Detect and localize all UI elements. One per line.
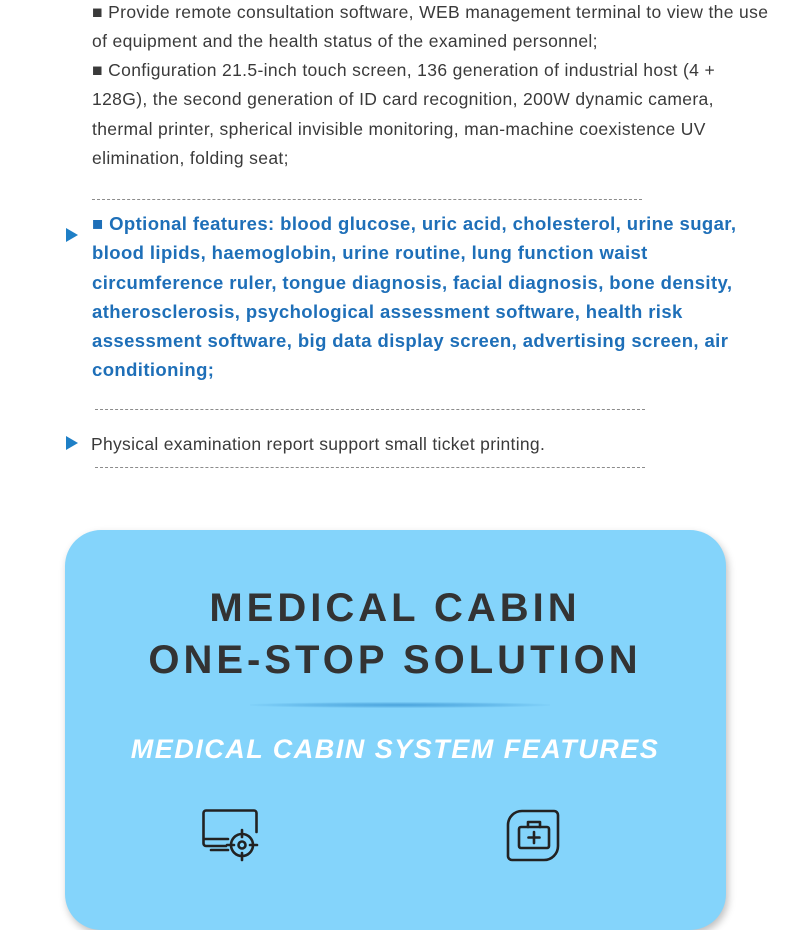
divider [95, 467, 645, 468]
divider [95, 409, 645, 410]
configuration-feature: ■ Configuration 21.5-inch touch screen, 136 generation of industrial host (4 + 128G), the second generation of ID card recognition, 200W dynamic camera, thermal printer, spherical invisible monitoring, man-machine coexistence UV elimination, folding seat; [92, 60, 716, 168]
remote-software-feature: ■ Provide remote consultation software, WEB management terminal to view the use of equipment and the health status of the examined personnel; [92, 2, 769, 52]
triangle-right-icon [66, 228, 78, 242]
system-features-subtitle: MEDICAL CABIN SYSTEM FEATURES [130, 734, 660, 764]
divider [92, 199, 642, 200]
solution-title-line2: ONE-STOP SOLUTION [148, 638, 642, 682]
solution-title-line1: MEDICAL CABIN [209, 586, 581, 630]
triangle-right-icon [66, 436, 78, 450]
title-underline [250, 702, 550, 708]
medical-kit-icon [506, 808, 562, 869]
monitor-target-icon [200, 808, 264, 869]
optional-features: ■ Optional features: blood glucose, uric acid, cholesterol, urine sugar, blood lipids, haemoglobin, urine routine, lung function waist circumference ruler, tongue diagnosis, facial diagnosis, bone density, atherosclerosis, psychological assessment software, health risk assessment software, big data display screen, advertising screen, air conditioning; [92, 213, 737, 381]
report-printing-feature: Physical examination report support small ticket printing. [91, 434, 546, 454]
